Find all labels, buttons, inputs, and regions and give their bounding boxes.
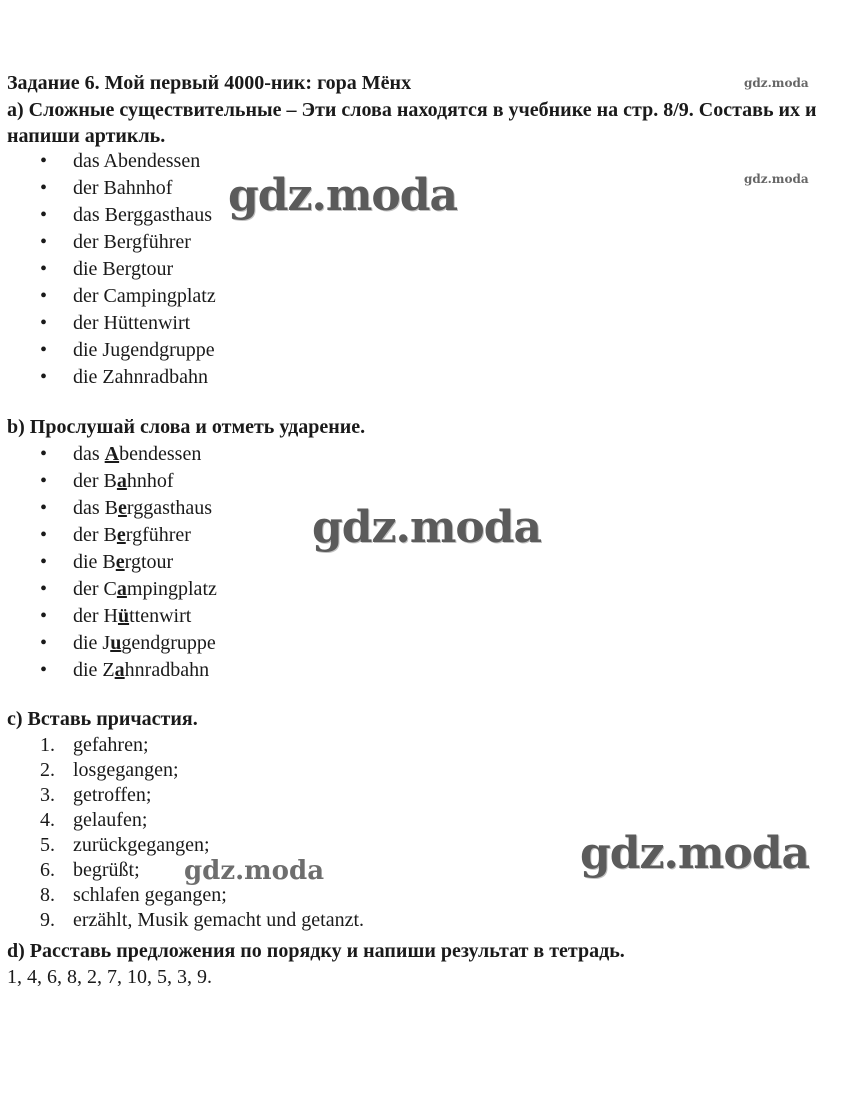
list-item: • die Zahnradbahn [73,364,216,391]
list-item [73,630,217,657]
list-item: • der Hüttenwirt [73,310,216,337]
section-b-heading: b) Прослушай слова и отметь ударение. [7,416,366,438]
list-item: • das Abendessen [73,148,216,175]
list-item [73,468,217,495]
section-d-heading: d) Расставь предложения по порядку и напиши результат в тетрадь. [7,940,625,962]
list-item: • der Bergführer [73,229,216,256]
list-item [73,441,217,468]
list-item [40,833,364,858]
word-part: der C [73,578,117,600]
watermark-medium: gdz.moda [184,856,325,886]
item-number: 8. [40,884,55,906]
section-a-heading: a) Сложные существительные – Эти слова находятся в учебнике на стр. 8/9. Составь их и напиши артикль. [7,99,817,147]
item-text: zurückgegangen; [73,834,210,856]
word-part: das B [73,497,118,519]
watermark-large: gdz.moda [312,502,542,553]
list-item: • das Berggasthaus [73,202,216,229]
list-item [73,549,217,576]
word-part: die Z [73,659,115,681]
item-number: 1. [40,734,55,756]
word-part: bendessen [119,443,202,465]
word-part: gendgruppe [121,632,216,654]
word-part: rggasthaus [126,497,213,519]
item-number: 4. [40,809,55,831]
stressed-letter: e [116,524,126,546]
list-item [40,783,364,808]
word-part: das [73,443,105,465]
stressed-letter: a [114,659,125,681]
section-c-list [40,733,365,933]
word-part: hnradbahn [124,659,210,681]
stressed-letter: e [118,497,127,519]
section-a-list [73,148,216,391]
list-item: • der Campingplatz [73,283,216,310]
item-text: losgegangen; [73,759,179,781]
word-part: der B [73,524,117,546]
list-item [40,883,364,908]
watermark-large: gdz.moda [228,170,458,221]
task-title: Задание 6. Мой первый 4000-ник: гора Мёнх [7,72,412,94]
stressed-letter: a [116,578,127,600]
word-part: rgtour [124,551,174,573]
list-item: • die Jugendgruppe [73,337,216,364]
word-part: mpingplatz [126,578,217,600]
word-part: die B [73,551,116,573]
list-item: • die Bergtour [73,256,216,283]
watermark-small: gdz.moda [744,172,809,186]
stressed-letter: a [116,470,127,492]
watermark-large: gdz.moda [580,828,810,879]
item-text: getroffen; [73,784,152,806]
item-text: schlafen gegangen; [73,884,227,906]
section-c-heading: c) Вставь причастия. [7,708,198,730]
word-part: rgführer [125,524,191,546]
item-number: 5. [40,834,55,856]
item-number: 3. [40,784,55,806]
item-text: gefahren; [73,734,149,756]
section-b-list [73,441,217,684]
word-part: hnhof [126,470,174,492]
stressed-letter: ü [117,605,130,627]
item-number: 6. [40,859,55,881]
list-item [40,733,364,758]
word-part: die J [73,632,111,654]
list-item [40,908,365,933]
item-text: begrüßt; [73,859,140,881]
stressed-letter: u [110,632,122,654]
stressed-letter: e [115,551,125,573]
list-item [73,522,217,549]
item-text: gelaufen; [73,809,148,831]
list-item [73,603,217,630]
list-item: • der Bahnhof [73,175,216,202]
item-number: 2. [40,759,55,781]
word-part: der H [73,605,118,627]
list-item [40,808,364,833]
item-text: erzählt, Musik gemacht und getanzt. [73,909,365,931]
word-part: ttenwirt [129,605,192,627]
watermark-small: gdz.moda [744,76,809,90]
word-part: der B [73,470,117,492]
section-d-answer: 1, 4, 6, 8, 2, 7, 10, 5, 3, 9. [7,966,212,988]
list-item [73,495,217,522]
list-item [73,576,217,603]
stressed-letter: A [104,443,120,465]
list-item [40,758,364,783]
item-number: 9. [40,909,55,931]
list-item [73,657,217,684]
